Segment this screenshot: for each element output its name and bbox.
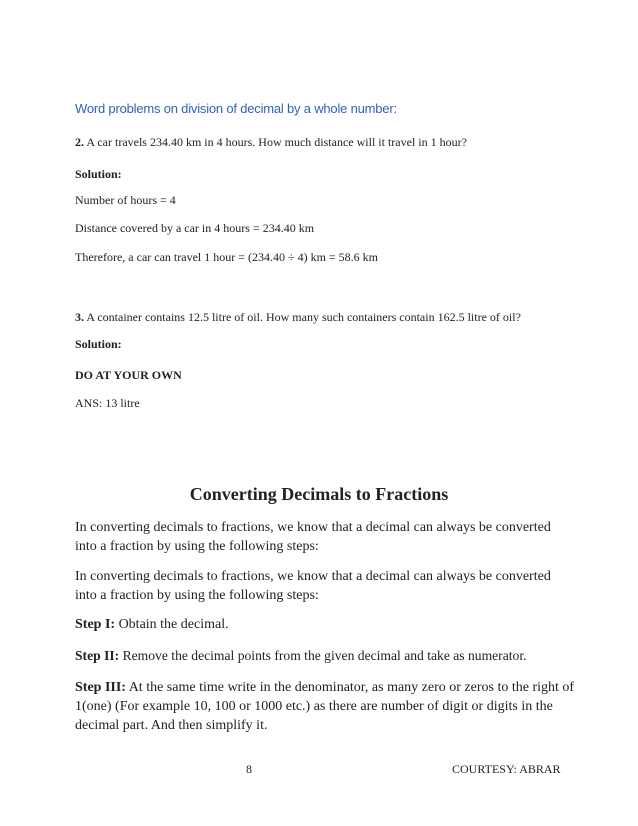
section-title: Converting Decimals to Fractions — [189, 484, 449, 504]
question-3-number: 3. — [75, 310, 84, 324]
section-heading: Word problems on division of decimal by a whole number: — [75, 101, 397, 116]
solution-line-2: Distance covered by a car in 4 hours = 234.40 km — [75, 221, 315, 235]
step-1-text: Obtain the decimal. — [115, 617, 229, 632]
solution-line-3: Therefore, a car can travel 1 hour = (234.40 ÷ 4) km = 58.6 km — [75, 250, 379, 264]
step-1 — [75, 615, 575, 634]
question-2 — [75, 135, 467, 150]
instruction-text: DO AT YOUR OWN — [75, 368, 182, 382]
question-2-text: A car travels 234.40 km in 4 hours. How much distance will it travel in 1 hour? — [84, 135, 467, 149]
question-3-solution-label: Solution: — [75, 337, 122, 351]
intro-paragraph-2: In converting decimals to fractions, we know that a decimal can always be converted into a fraction by using the following steps: — [75, 569, 551, 603]
answer-text: ANS: 13 litre — [75, 396, 140, 410]
question-2-solution-label: Solution: — [75, 167, 122, 181]
page-number: 8 — [246, 762, 252, 776]
step-3-label: Step III: — [75, 680, 126, 695]
solution-line-1: Number of hours = 4 — [75, 193, 176, 207]
question-2-number: 2. — [75, 135, 84, 149]
step-1-label: Step I: — [75, 617, 116, 632]
intro-paragraph-1: In converting decimals to fractions, we know that a decimal can always be converted into a fraction by using the following steps: — [75, 520, 551, 554]
step-2-text: Remove the decimal points from the given decimal and take as numerator. — [119, 648, 527, 663]
courtesy-text: COURTESY: ABRAR — [452, 762, 561, 776]
step-2-label: Step II: — [75, 648, 120, 663]
step-2 — [75, 646, 595, 665]
question-3 — [75, 310, 521, 325]
step-3 — [75, 678, 575, 735]
question-3-text: A container contains 12.5 litre of oil. How many such containers contain 162.5 litre of oil? — [84, 310, 521, 324]
step-3-text: At the same time write in the denominator, as many zero or zeros to the right of 1(one) (For example 10, 100 or 1000 etc.) as there are number of digit or digits in the decimal part. And then simplify it. — [75, 680, 575, 733]
